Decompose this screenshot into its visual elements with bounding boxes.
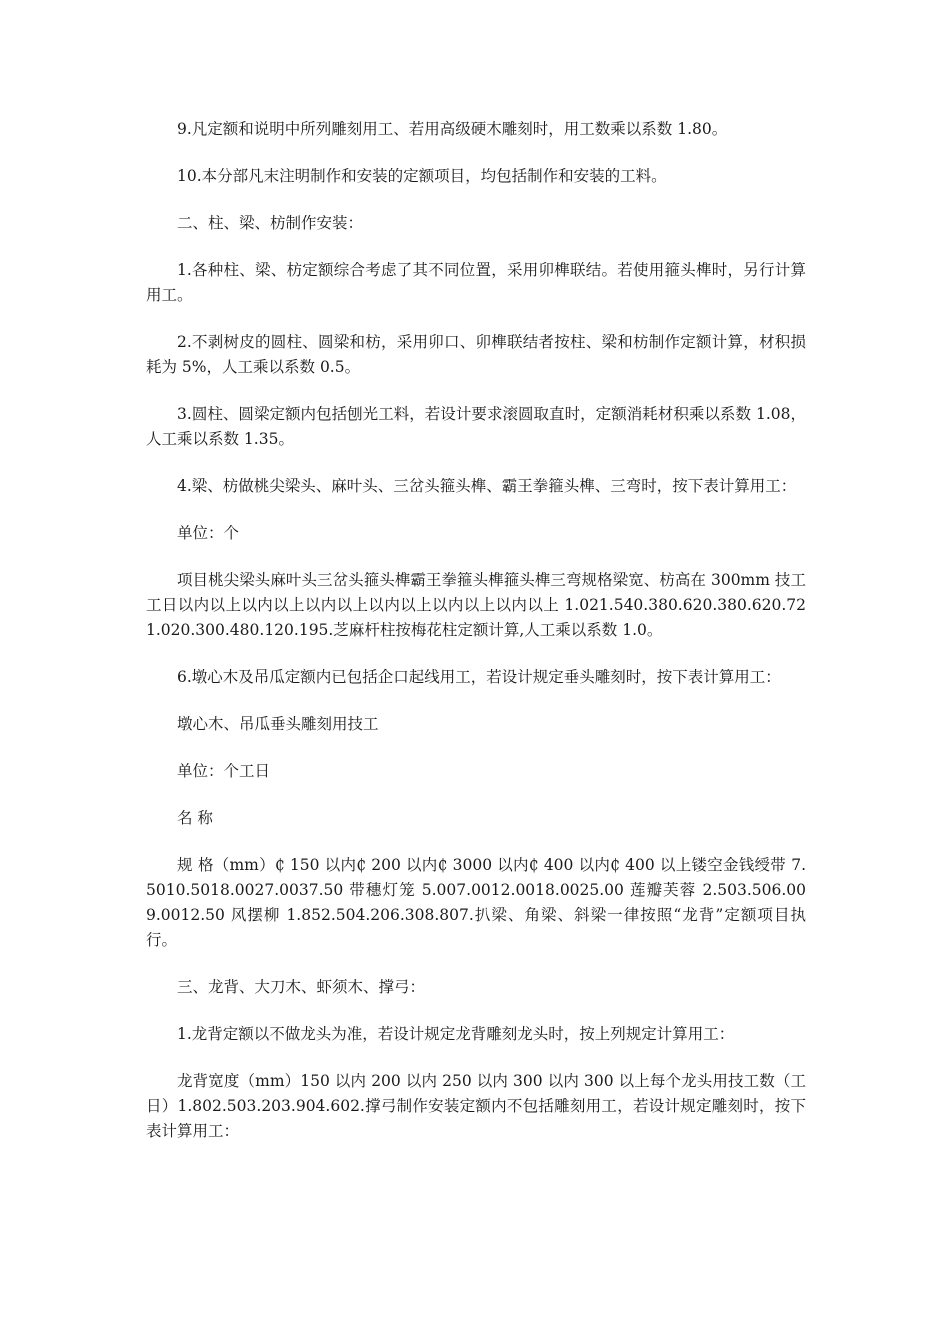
paragraph-item-9: 9.凡定额和说明中所列雕刻用工、若用高级硬木雕刻时，用工数乘以系数 1.80。 [177,120,728,138]
table-text-carving: 规 格（mm）₵ 150 以内₵ 200 以内₵ 3000 以内₵ 400 以内₵ 400 以上镂空金钱绶带 7.5010.5018.0027.0037.50 带穗灯笼 5.007.0012.0018.0025.00 莲瓣芙蓉 2.503.506.009.0012.50 风摆柳 1.852.504.206.308.807.扒梁、角梁、斜梁一律按照“龙背”定额项目执行。 [146,856,806,949]
section-heading-columns-beams: 二、柱、梁、枋制作安装： [177,214,364,232]
unit-label-workday: 单位：个工日 [177,762,271,780]
paragraph-item-2: 2.不剥树皮的圆柱、圆梁和枋，采用卯口、卯榫联结者按柱、梁和枋制作定额计算，材积损耗为 5%，人工乘以系数 0.5。 [146,333,806,376]
document-body [146,117,806,1166]
paragraph-item-1: 1.各种柱、梁、枋定额综合考虑了其不同位置，采用卯榫联结。若使用箍头榫时，另行计算用工。 [146,261,806,304]
paragraph-item-6: 6.墩心木及吊瓜定额内已包括企口起线用工，若设计规定垂头雕刻时，按下表计算用工： [177,668,781,686]
paragraph-dragon-back-1: 1.龙背定额以不做龙头为准，若设计规定龙背雕刻龙头时，按上列规定计算用工： [177,1025,735,1043]
section-heading-dragon-back: 三、龙背、大刀木、虾须木、撑弓： [177,978,426,996]
paragraph-item-10: 10.本分部凡末注明制作和安装的定额项目，均包括制作和安装的工料。 [177,167,667,185]
table-text-beam-heads: 项目桃尖梁头麻叶头三岔头箍头榫霸王拳箍头榫箍头榫三弯规格梁宽、枋高在 300mm 技工工日以内以上以内以上以内以上以内以上以内以上以内以上 1.021.540.380.620.380.620.721.020.300.480.120.195.芝麻杆柱按梅花柱定额计算,人工乘以系数 1.0。 [146,571,806,639]
table-text-dragon-back: 龙背宽度（mm）150 以内 200 以内 250 以内 300 以内 300 以上每个龙头用技工数（工日）1.802.503.203.904.602.撑弓制作安装定额内不包括雕刻用工，若设计规定雕刻时，按下表计算用工： [146,1072,806,1140]
unit-label: 单位：个 [177,524,240,542]
paragraph-item-3: 3.圆柱、圆梁定额内包括刨光工料，若设计要求滚圆取直时，定额消耗材积乘以系数 1.08，人工乘以系数 1.35。 [146,405,806,448]
table-title-carving: 墩心木、吊瓜垂头雕刻用技工 [177,715,379,733]
paragraph-item-4: 4.梁、枋做桃尖梁头、麻叶头、三岔头箍头榫、霸王拳箍头榫、三弯时，按下表计算用工： [177,477,797,495]
table-header-name: 名 称 [177,809,213,827]
